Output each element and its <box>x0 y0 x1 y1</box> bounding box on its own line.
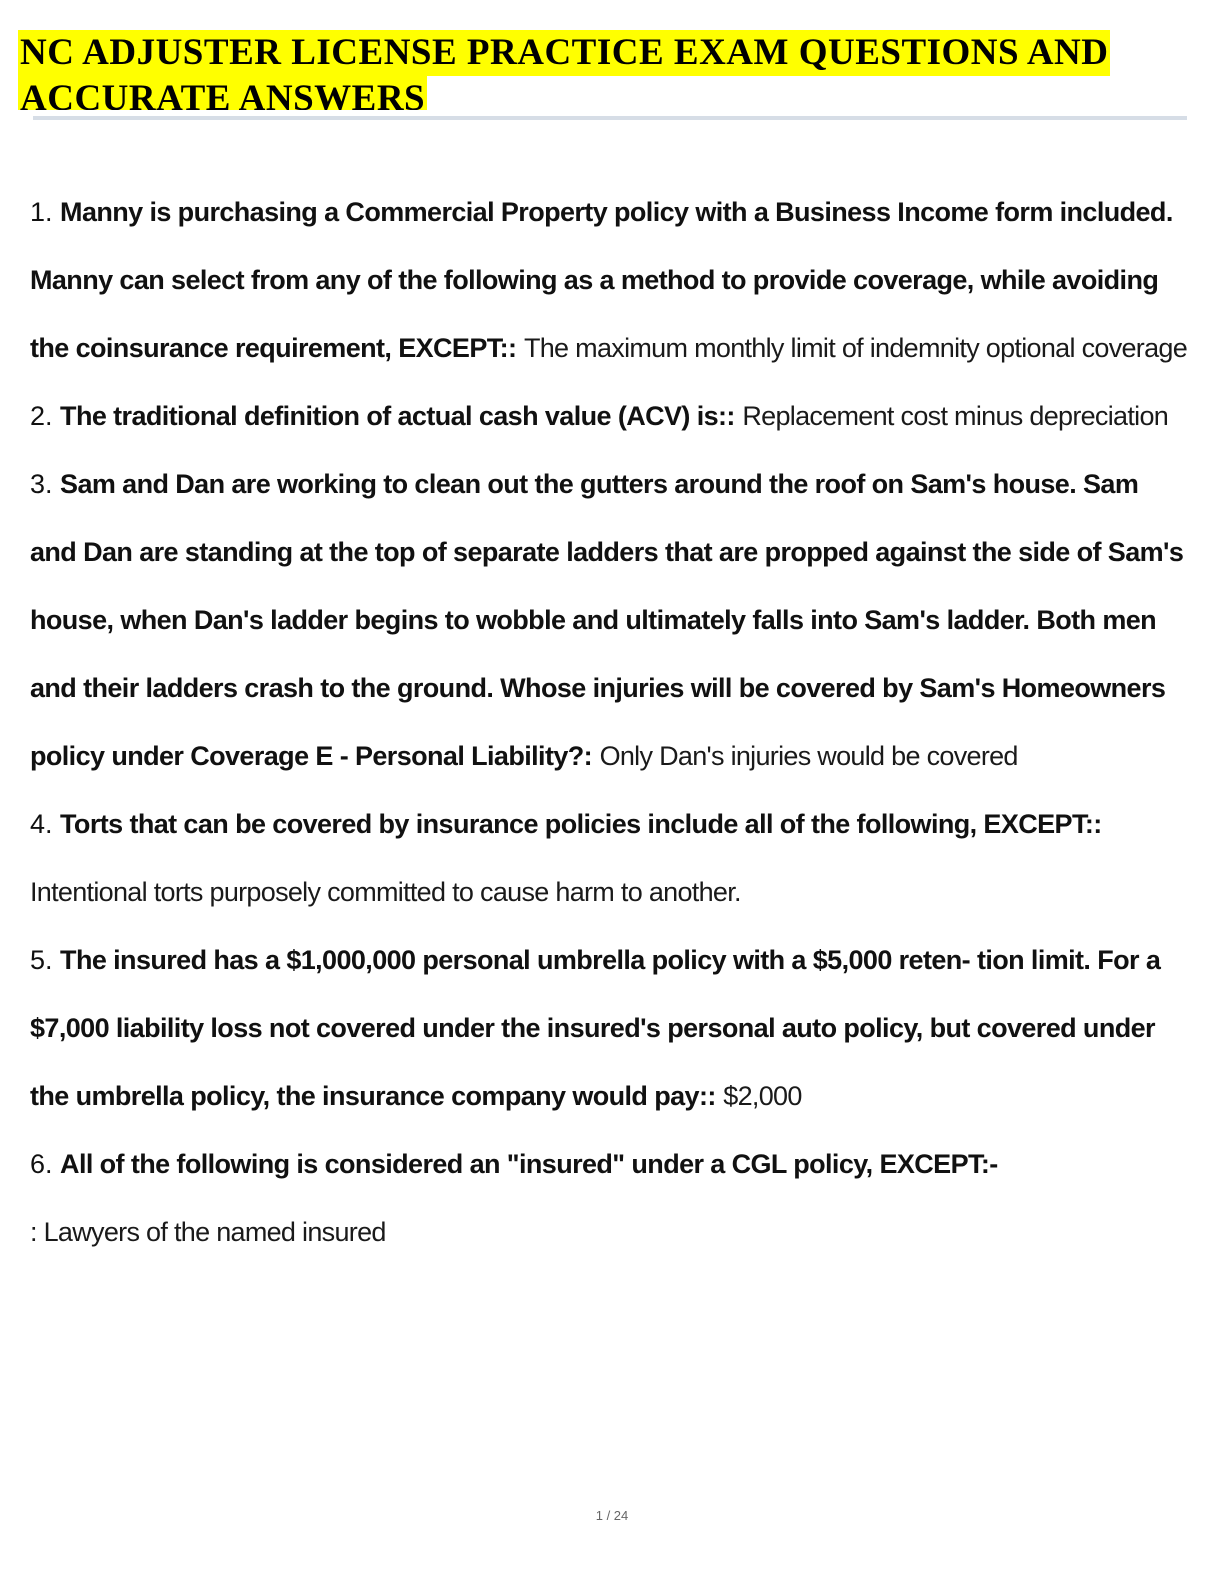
answer-text: Intentional torts purposely committed to cause harm to another. <box>30 877 741 907</box>
question-item-5 <box>30 926 1190 1130</box>
question-text: The insured has a $1,000,000 personal umbrella policy with a $5,000 reten- tion limit. For a $7,000 liability loss not covered under the insured's personal auto policy, but covered under the umbrella policy, the insurance company would pay:: <box>30 945 1161 1111</box>
question-item-3 <box>30 450 1190 790</box>
title-divider <box>33 116 1187 120</box>
question-text: The traditional definition of actual cash value (ACV) is:: <box>60 401 735 431</box>
question-number: 1. <box>30 197 53 227</box>
question-item-1 <box>30 178 1190 382</box>
answer-text: $2,000 <box>723 1081 802 1111</box>
question-text: Manny is purchasing a Commercial Property policy with a Business Income form included. Manny can select from any of the following as a method to provide coverage, while avoiding the coinsurance requirement, EXCEPT:: <box>30 197 1173 363</box>
question-number: 4. <box>30 809 53 839</box>
page-indicator: 1 / 24 <box>595 1508 629 1523</box>
question-item-2 <box>30 382 1190 450</box>
answer-text: Replacement cost minus depreciation <box>742 401 1169 431</box>
question-number: 2. <box>30 401 53 431</box>
question-text: Sam and Dan are working to clean out the gutters around the roof on Sam's house. Sam and Dan are standing at the top of separate ladders that are propped against the side of Sam's house, when Dan's ladder begins to wobble and ultimately falls into Sam's ladder. Both men and their ladders crash to the ground. Whose injuries will be covered by Sam's Homeowners policy under Coverage E - Personal Liability?: <box>30 469 1184 771</box>
answer-text: The maximum monthly limit of indemnity optional coverage <box>523 333 1188 363</box>
question-list <box>30 178 1190 1266</box>
question-number: 6. <box>30 1149 53 1179</box>
question-number: 3. <box>30 469 53 499</box>
title-line-1: NC ADJUSTER LICENSE PRACTICE EXAM QUESTIONS AND <box>18 30 1110 76</box>
answer-text: : Lawyers of the named insured <box>30 1217 386 1247</box>
document-title <box>18 30 1208 110</box>
question-text: All of the following is considered an "insured" under a CGL policy, EXCEPT:- <box>60 1149 998 1179</box>
question-number: 5. <box>30 945 53 975</box>
question-text: Torts that can be covered by insurance policies include all of the following, EXCEPT:: <box>60 809 1102 839</box>
question-item-4 <box>30 790 1190 926</box>
question-item-6 <box>30 1130 1190 1266</box>
title-line-2: ACCURATE ANSWERS <box>18 76 427 110</box>
answer-text: Only Dan's injuries would be covered <box>599 741 1018 771</box>
